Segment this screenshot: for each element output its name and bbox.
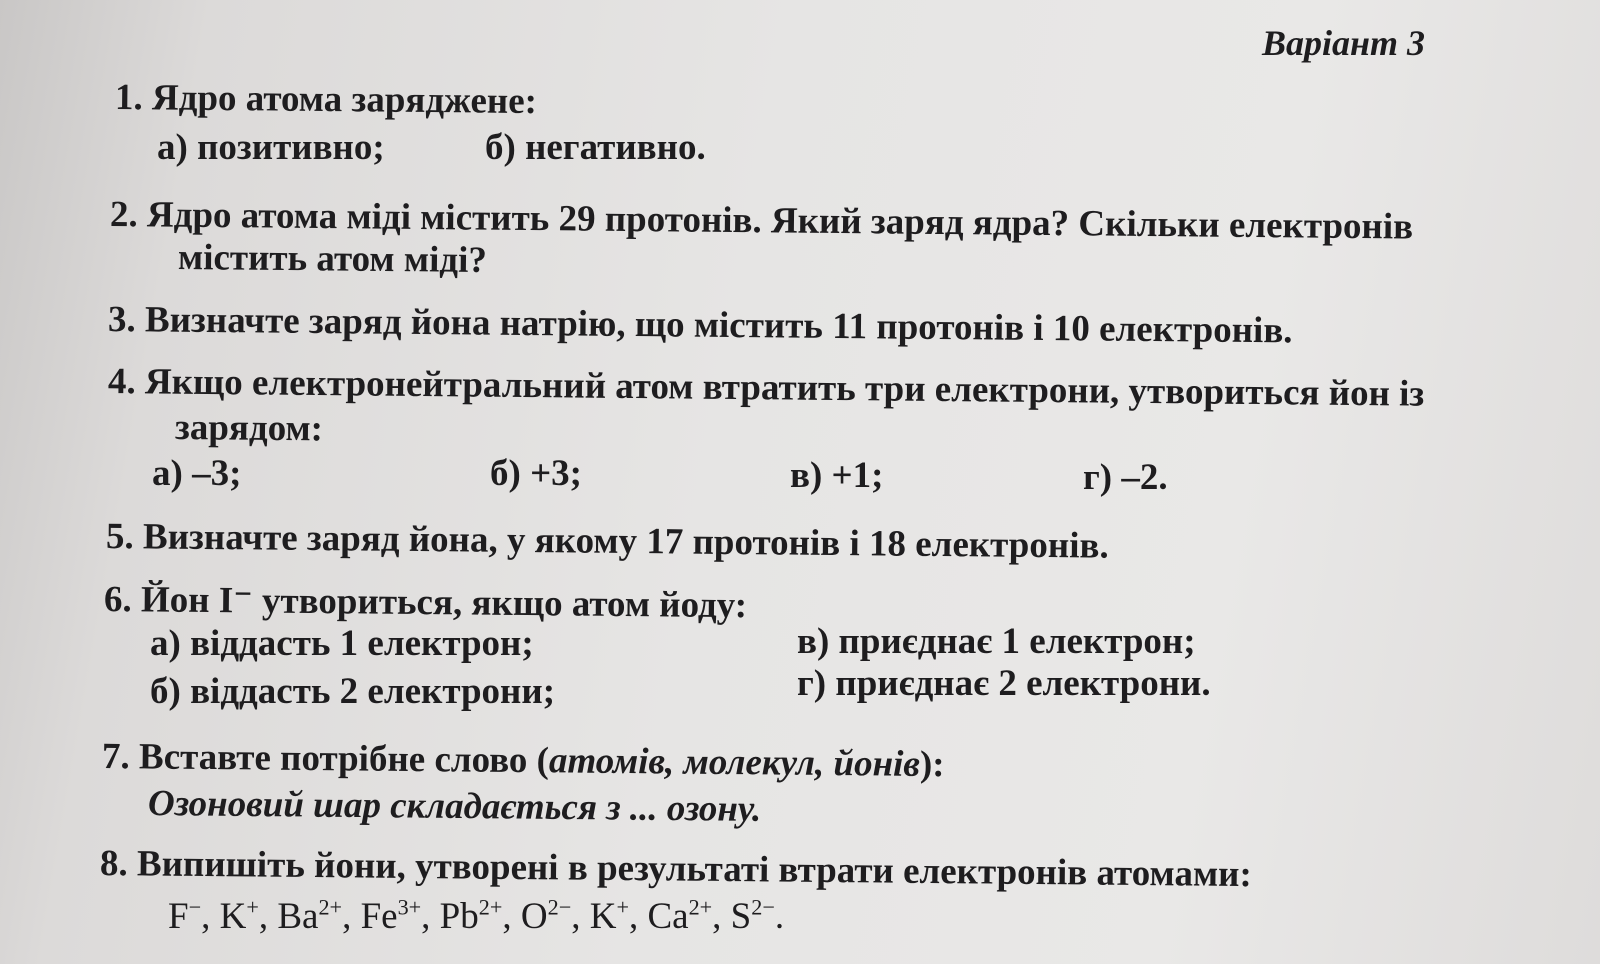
ion-charge: 2+ <box>318 894 343 920</box>
question-5 <box>106 515 1109 568</box>
question-text: Вставте потрібне слово ( <box>138 736 550 782</box>
ion-separator: , <box>342 896 361 937</box>
word-choices: атомів, молекул, йонів <box>548 740 921 785</box>
question-text: Ядро атома міді містить 29 протонів. Який заряд ядра? Скільки електронів <box>146 194 1414 248</box>
question-number: 8. <box>99 843 128 885</box>
ion-separator: , <box>571 896 590 937</box>
question-6 <box>104 576 748 627</box>
ion-list <box>168 895 784 938</box>
question-7-sentence <box>148 782 762 831</box>
ion <box>440 896 503 937</box>
question-text: Визначте заряд йона, у якому 17 протонів і 18 електронів. <box>142 516 1109 567</box>
q1-option-b: б) негативно. <box>485 127 706 168</box>
question-number: 1. <box>114 77 143 119</box>
q4-option-a: а) –3; <box>152 453 242 494</box>
ion-charge: 2+ <box>688 894 713 920</box>
question-text-end: ): <box>919 743 945 786</box>
q6-option-b: б) віддасть 2 електрони; <box>150 671 556 712</box>
ion <box>731 896 775 937</box>
question-7 <box>102 735 945 786</box>
question-text: містить атом міді? <box>177 237 488 281</box>
question-text: Ядро атома заряджене: <box>151 77 538 123</box>
ion <box>521 896 571 937</box>
ion-symbol: Fe <box>360 896 398 937</box>
q4-option-d: г) –2. <box>1083 457 1168 498</box>
ion-charge: + <box>246 894 259 920</box>
ion-symbol: Pb <box>439 896 479 937</box>
ion-symbol: F <box>168 896 189 937</box>
question-1 <box>115 76 537 123</box>
ion <box>277 896 342 937</box>
ion-symbol: K <box>589 896 617 937</box>
question-text: Йон I⁻ утвориться, якщо атом йоду: <box>140 579 748 627</box>
ion <box>168 896 201 937</box>
question-3 <box>108 298 1293 352</box>
ion <box>647 896 712 937</box>
ion-charge: 3+ <box>397 894 422 920</box>
ion-charge: 2+ <box>478 894 503 920</box>
ion-symbol: Ca <box>647 896 689 937</box>
question-2-cont <box>178 236 487 282</box>
ion-symbol: Ba <box>277 896 319 937</box>
ion-separator: , <box>421 896 440 937</box>
question-4-cont <box>175 406 323 450</box>
question-8 <box>100 842 1252 896</box>
q1-option-a: а) позитивно; <box>157 127 385 168</box>
question-text: Випишіть йони, утворені в результаті втрати електронів атомами: <box>136 843 1253 896</box>
ion-symbol: K <box>219 896 247 937</box>
ion-separator: , <box>258 896 278 937</box>
q6-option-d: г) приєднає 2 електрони. <box>797 663 1211 704</box>
question-number: 7. <box>101 736 130 778</box>
ion-charge: − <box>188 894 202 920</box>
ion-symbol: S <box>730 896 752 937</box>
question-text: Визначте заряд йона натрію, що містить 11 протонів і 10 електронів. <box>144 299 1293 352</box>
ion <box>361 896 422 937</box>
ion-separator: , <box>502 896 521 937</box>
q6-option-a: а) віддасть 1 електрон; <box>150 623 534 664</box>
ion-charge: 2− <box>751 894 775 920</box>
q4-option-b: б) +3; <box>490 453 582 494</box>
q6-option-c: в) приєднає 1 електрон; <box>797 621 1196 662</box>
question-number: 5. <box>105 516 134 558</box>
question-number: 6. <box>103 579 132 621</box>
fill-in-sentence: Озоновий шар складається з ... озону. <box>147 783 762 830</box>
ion-separator: , <box>201 896 220 937</box>
question-text: Якщо електронейтральний атом втратить три електрони, утвориться йон із <box>144 361 1425 415</box>
question-number: 2. <box>109 194 138 236</box>
ion <box>590 896 629 937</box>
q4-option-c: в) +1; <box>790 455 884 496</box>
ion-separator: , <box>712 896 731 937</box>
question-text: зарядом: <box>174 407 324 450</box>
ion-separator: , <box>628 896 648 937</box>
ion-charge: 2− <box>547 894 572 920</box>
question-number: 4. <box>107 361 136 403</box>
question-number: 3. <box>107 299 136 341</box>
ion-symbol: O <box>520 896 548 937</box>
ion-list-end: . <box>774 896 785 937</box>
ion <box>220 896 259 937</box>
variant-title: Варіант 3 <box>1262 23 1426 63</box>
ion-charge: + <box>616 894 629 920</box>
